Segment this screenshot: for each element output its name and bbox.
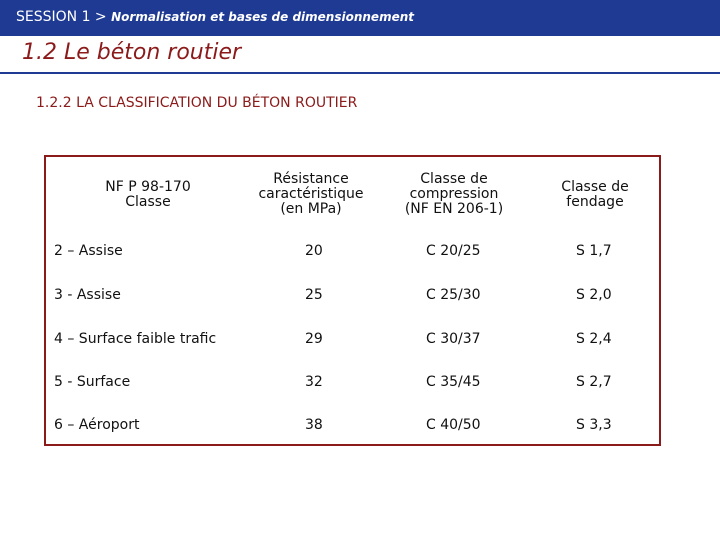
table-row-4-fendage: S 2,7 [576, 374, 612, 390]
table-row-3-resistance: 29 [305, 331, 323, 347]
table-row-5-fendage: S 3,3 [576, 417, 612, 433]
table-row-2-compression: C 25/30 [426, 287, 481, 303]
column-header-compression [376, 157, 532, 232]
table-row-1-classe: 2 – Assise [54, 243, 123, 259]
column-header-compression-label: Classe de compression (NF EN 206-1) [404, 171, 504, 217]
session-breadcrumb [16, 9, 414, 25]
classification-table [44, 155, 661, 446]
table-row-1-fendage: S 1,7 [576, 243, 612, 259]
table-row-4-resistance: 32 [305, 374, 323, 390]
table-row-4-classe: 5 - Surface [54, 374, 131, 390]
column-header-classe [50, 157, 246, 232]
table-row-3-compression: C 30/37 [426, 331, 481, 347]
column-header-resistance-label: Résistance caractéristique (en MPa) [258, 171, 364, 217]
title-divider [0, 72, 720, 74]
session-label: SESSION 1 > [16, 9, 107, 25]
table-row-5-resistance: 38 [305, 417, 323, 433]
table-row-2-classe: 3 - Assise [54, 287, 121, 303]
column-header-fendage [532, 157, 658, 232]
column-header-classe-label: NF P 98-170 Classe [105, 178, 191, 210]
table-row-4-compression: C 35/45 [426, 374, 481, 390]
table-row-1-compression: C 20/25 [426, 243, 481, 259]
column-header-fendage-label: Classe de fendage [561, 178, 629, 210]
top-header-bar [0, 0, 720, 36]
table-row-1-resistance: 20 [305, 243, 323, 259]
page-title: 1.2 Le béton routier [22, 40, 242, 65]
table-row-2-resistance: 25 [305, 287, 323, 303]
table-row-5-compression: C 40/50 [426, 417, 481, 433]
breadcrumb-topic: Normalisation et bases de dimensionnement [111, 10, 414, 24]
table-row-5-classe: 6 – Aéroport [54, 417, 140, 433]
table-row-3-fendage: S 2,4 [576, 331, 612, 347]
table-row-3-classe: 4 – Surface faible trafic [54, 331, 217, 347]
column-header-resistance [246, 157, 376, 232]
section-title: 1.2.2 LA CLASSIFICATION DU BÉTON ROUTIER [36, 95, 358, 111]
title-band [0, 36, 720, 73]
table-row-2-fendage: S 2,0 [576, 287, 612, 303]
